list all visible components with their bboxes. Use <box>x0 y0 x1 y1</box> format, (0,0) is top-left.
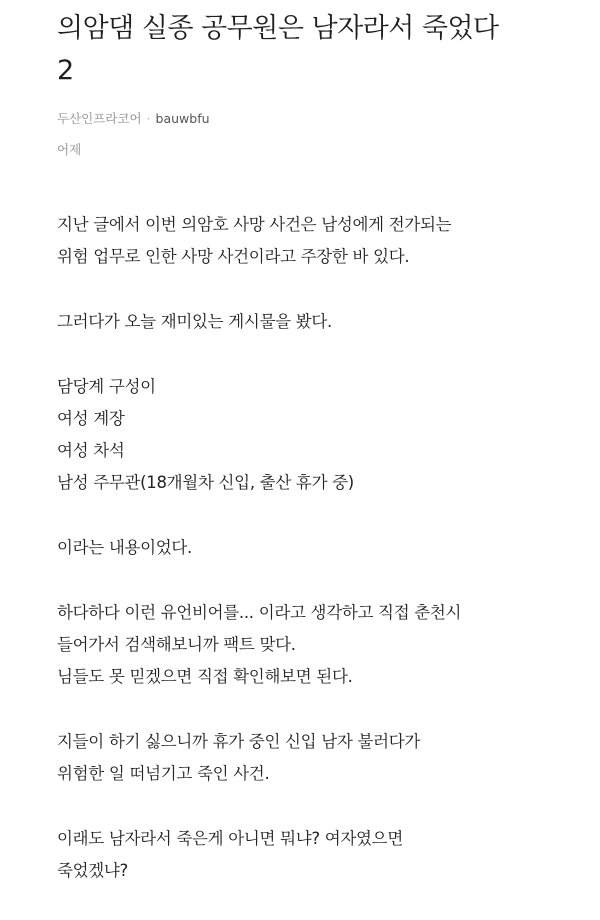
body-line: 여성 계장 <box>57 409 125 428</box>
body-paragraph <box>57 532 577 564</box>
category-link[interactable]: 두산인프라코어 <box>57 111 142 126</box>
author-name[interactable]: bauwbfu <box>155 111 210 126</box>
body-line: 위험한 일 떠넘기고 죽인 사건. <box>57 764 270 783</box>
post-container <box>57 0 577 920</box>
post-title <box>57 0 577 92</box>
body-paragraph <box>57 306 577 338</box>
body-paragraph <box>57 823 577 887</box>
body-line: 남성 주무관(18개월차 신입, 출산 휴가 중) <box>57 473 354 492</box>
body-line: 담당계 구성이 <box>57 377 156 396</box>
post-title-line: 의암댐 실종 공무원은 남자라서 죽었다 <box>57 13 499 44</box>
body-line: 님들도 못 믿겠으면 직접 확인해보면 된다. <box>57 667 353 686</box>
body-line: 지난 글에서 이번 의암호 사망 사건은 남성에게 전가되는 <box>57 215 452 234</box>
body-line: 이래도 남자라서 죽은게 아니면 뭐냐? 여자였으면 <box>57 829 403 848</box>
post-body <box>57 209 577 887</box>
meta-separator: · <box>146 111 151 126</box>
body-line: 그러다가 오늘 재미있는 게시물을 봤다. <box>57 312 332 331</box>
body-line: 들어가서 검색해보니까 팩트 맞다. <box>57 635 296 654</box>
body-paragraph <box>57 371 577 499</box>
post-title-line: 2 <box>57 55 74 86</box>
body-line: 여성 차석 <box>57 441 125 460</box>
post-date: 어제 <box>57 142 82 157</box>
body-line: 위험 업무로 인한 사망 사건이라고 주장한 바 있다. <box>57 247 410 266</box>
post-meta <box>57 110 577 128</box>
body-line: 이라는 내용이었다. <box>57 538 193 557</box>
body-paragraph <box>57 597 577 693</box>
body-line: 죽었겠냐? <box>57 861 129 880</box>
body-paragraph <box>57 726 577 790</box>
body-line: 지들이 하기 싫으니까 휴가 중인 신입 남자 불러다가 <box>57 732 421 751</box>
body-line: 하다하다 이런 유언비어를... 이라고 생각하고 직접 춘천시 <box>57 603 462 622</box>
body-paragraph <box>57 209 577 273</box>
